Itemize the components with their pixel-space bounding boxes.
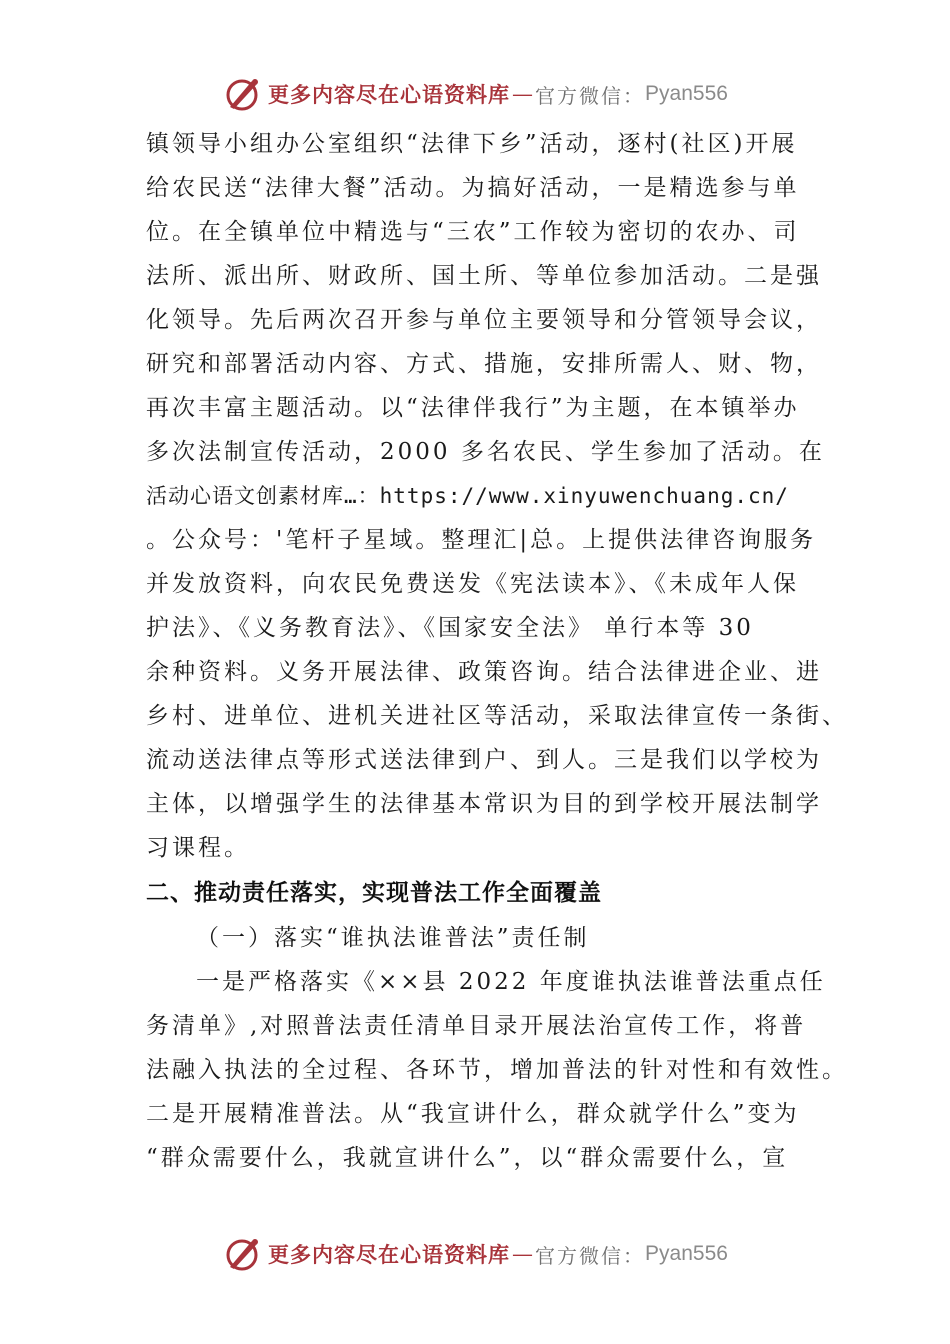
body-line: 法所、派出所、财政所、国土所、等单位参加活动。二是强 (146, 263, 822, 289)
body-line: 多次法制宣传活动，2000 多名农民、学生参加了活动。在 (146, 439, 825, 465)
body-line: 研究和部署活动内容、方式、措施，安排所需人、财、物， (146, 351, 822, 377)
watermark-banner-bottom (0, 1230, 950, 1278)
watermark-wechat-label: 官方微信： (535, 1243, 646, 1268)
body-line: 并发放资料，向农民免费送发《宪法读本》、《未成年人保 (146, 571, 799, 597)
watermark-wechat-id: Pyan556 (645, 1242, 728, 1265)
body-line: 护法》、《义务教育法》、《国家安全法》 单行本等 30 (146, 615, 754, 641)
body-line: 镇领导小组办公室组织“法律下乡”活动，逐村(社区)开展 (146, 131, 798, 157)
body-line: 给农民送“法律大餐”活动。为搞好活动，一是精选参与单 (146, 175, 800, 201)
body-line: 习课程。 (146, 835, 250, 861)
section-heading: 二、推动责任落实，实现普法工作全面覆盖 (146, 880, 602, 906)
body-line: 化领导。先后两次召开参与单位主要领导和分管领导会议， (146, 307, 822, 333)
watermark-wechat-label: 官方微信： (535, 83, 646, 108)
watermark-banner-top (0, 70, 950, 118)
body-line: 二是开展精准普法。从“我宣讲什么，群众就学什么”变为 (146, 1101, 800, 1127)
body-line: “群众需要什么，我就宣讲什么”，以“群众需要什么，宣 (146, 1145, 789, 1171)
subsection-heading: （一）落实“谁执法谁普法”责任制 (196, 925, 590, 951)
body-line: 位。在全镇单位中精选与“三农”工作较为密切的农办、司 (146, 219, 800, 245)
body-line: 再次丰富主题活动。以“法律伴我行”为主题，在本镇举办 (146, 395, 800, 421)
body-line: 法融入执法的全过程、各环节，增加普法的针对性和有效性。 (146, 1057, 848, 1083)
body-line: 一是严格落实《××县 2022 年度谁执法谁普法重点任 (196, 969, 826, 995)
watermark-site-text: 更多内容尽在心语资料库 (268, 1242, 511, 1267)
document-body (146, 122, 848, 1180)
body-line: 务清单》,对照普法责任清单目录开展法治宣传工作，将普 (146, 1013, 807, 1039)
body-line: 余种资料。义务开展法律、政策咨询。结合法律进企业、进 (146, 659, 822, 685)
pen-logo-icon (222, 1233, 264, 1275)
pen-logo-icon (222, 73, 264, 115)
body-line: 主体，以增强学生的法律基本常识为目的到学校开展法制学 (146, 791, 822, 817)
body-line: 。公众号：'笔杆子星域。整理汇|总。上提供法律咨询服务 (146, 527, 817, 553)
watermark-dash: — (512, 1242, 534, 1266)
watermark-site-text: 更多内容尽在心语资料库 (268, 82, 511, 107)
body-line: 乡村、进单位、进机关进社区等活动，采取法律宣传一条街、 (146, 703, 848, 729)
body-line: 流动送法律点等形式送法律到户、到人。三是我们以学校为 (146, 747, 822, 773)
watermark-wechat-id: Pyan556 (645, 82, 728, 105)
watermark-dash: — (512, 82, 534, 106)
body-line-url: 活动心语文创素材库…：https://www.xinyuwenchuang.cn/ (146, 484, 789, 508)
